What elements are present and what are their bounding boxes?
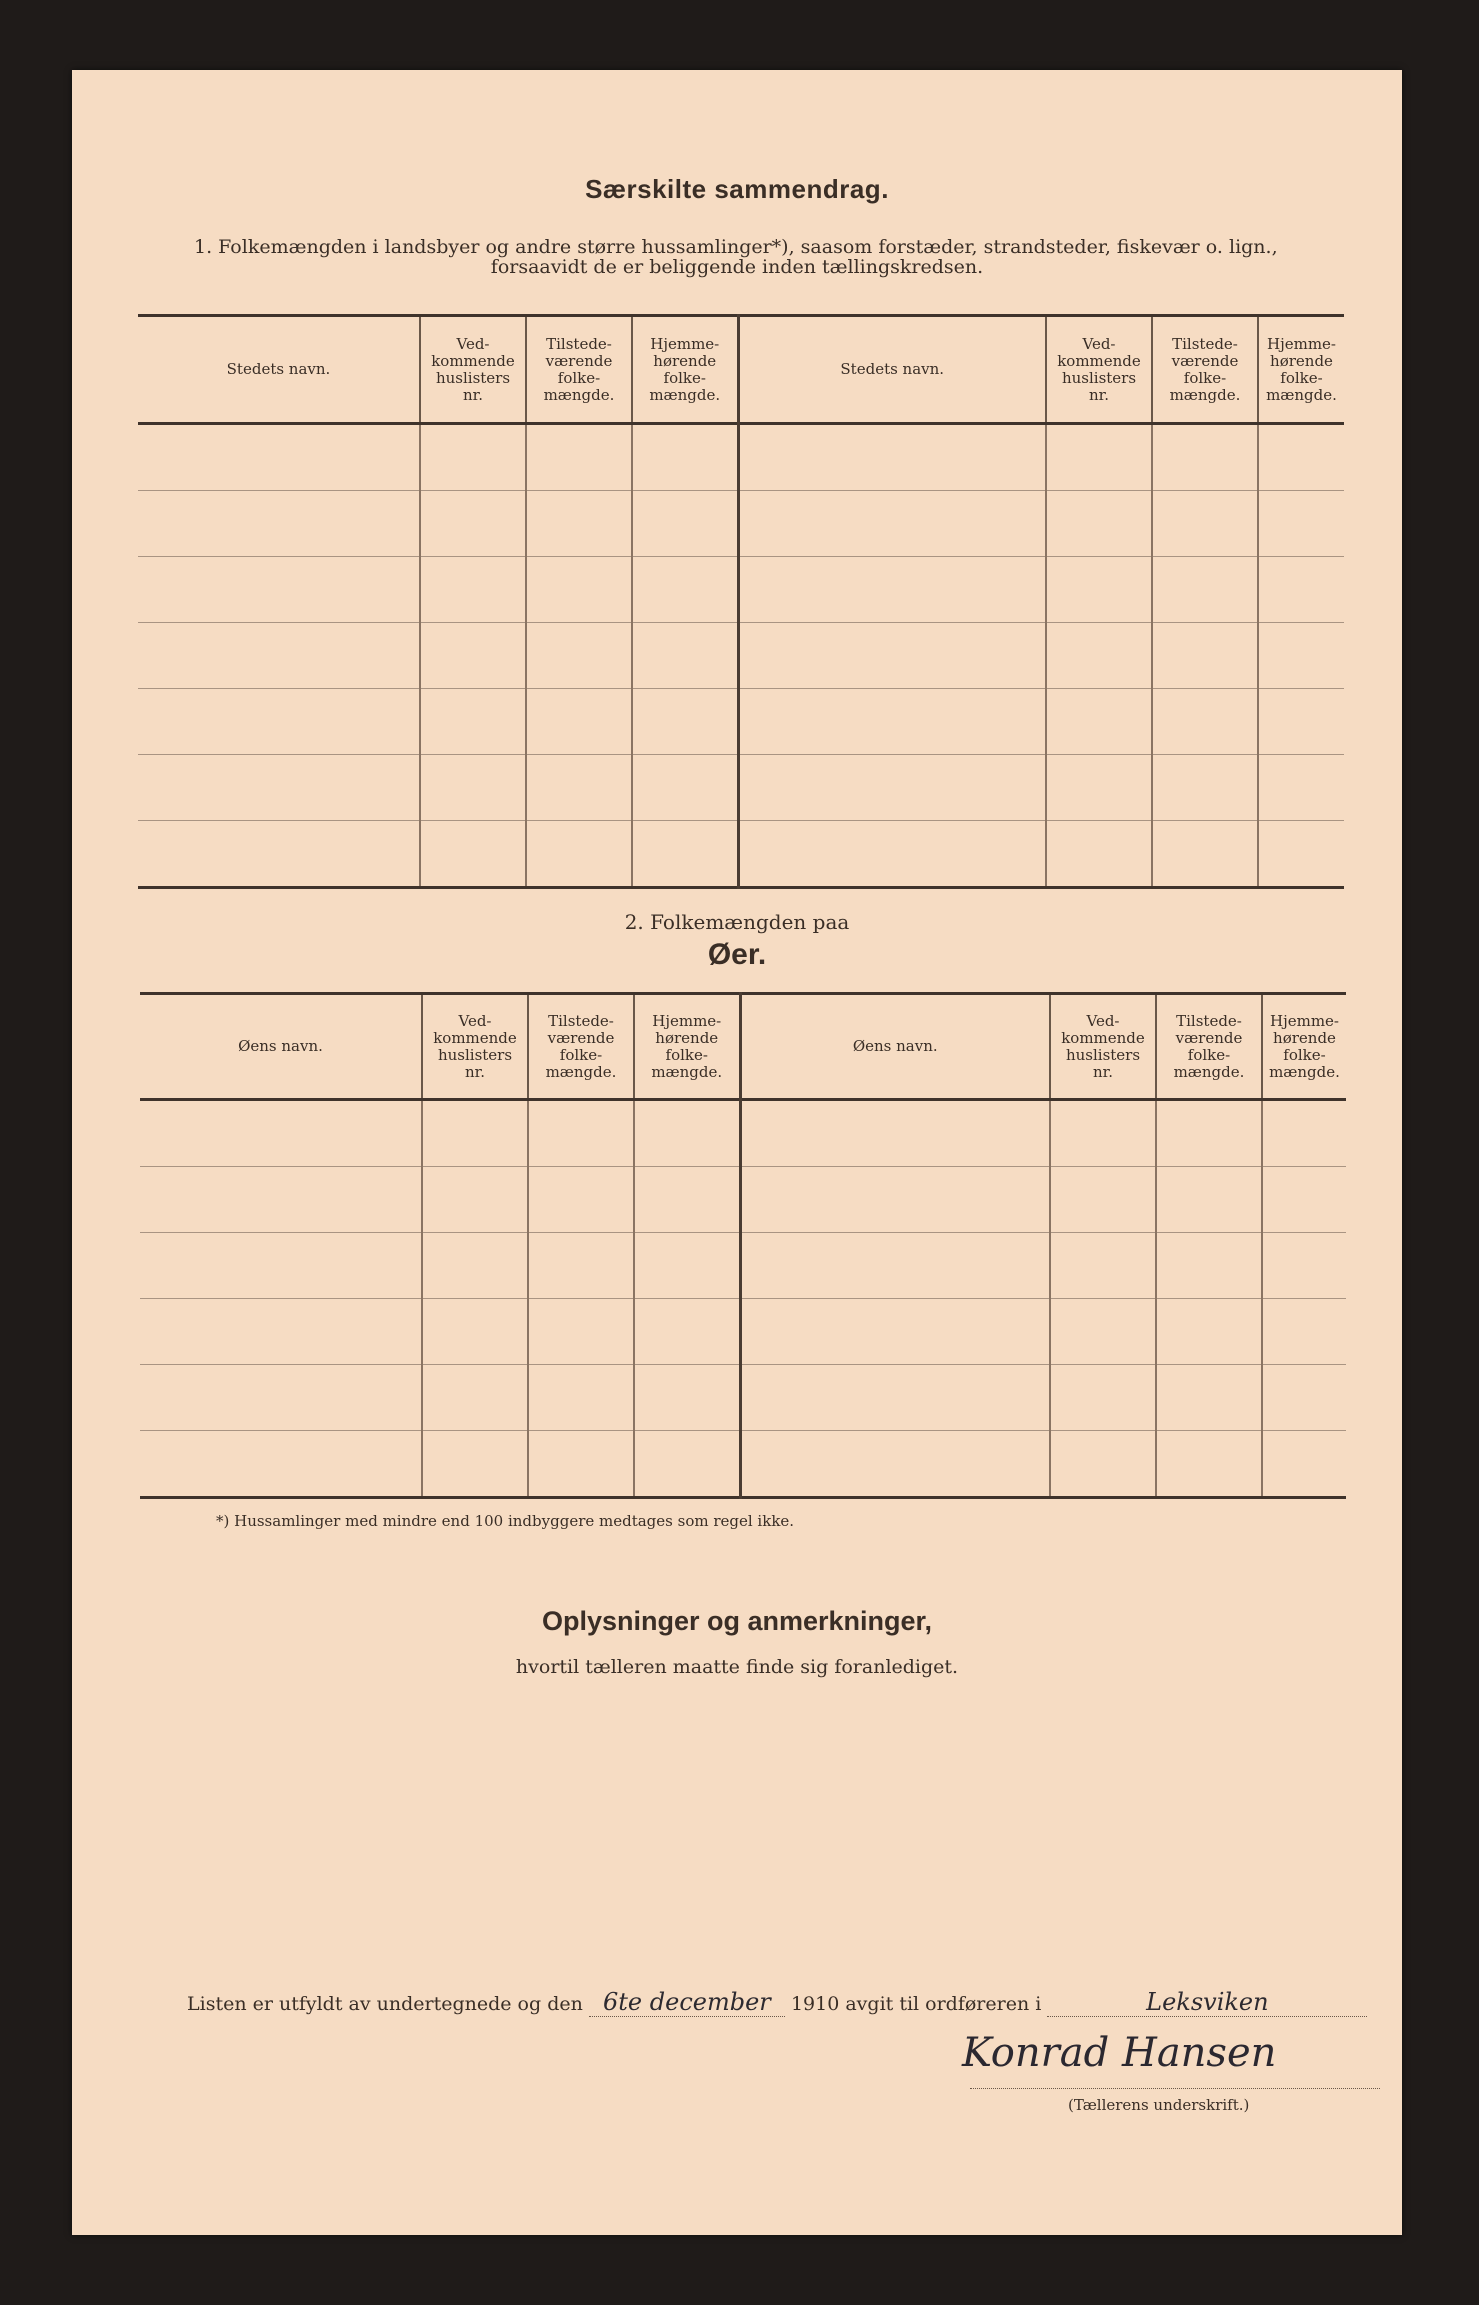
signoff-middle: avgit til ordføreren i [845, 1993, 1042, 2015]
section2-heading: 2. Folkemængden paa [624, 910, 850, 934]
signoff-year: 1910 [790, 1993, 840, 2015]
notes-subtitle: hvortil tælleren maatte finde sig foranlediget. [515, 1656, 959, 1678]
signoff-prefix: Listen er utfyldt av undertegnede og den [187, 1993, 583, 2015]
col-place-name: Stedets navn. [226, 360, 331, 378]
handwritten-date: 6te december [589, 1988, 785, 2017]
col-resident-population: Hjemme-hørende folke-mængde. [634, 994, 740, 1100]
table-row [140, 1167, 1346, 1233]
col-present-population-2: Tilstede-værende folke-mængde. [1156, 994, 1262, 1100]
table-row [138, 557, 1344, 623]
table-row [140, 1100, 1346, 1167]
enumerator-signature: Konrad Hansen [962, 2030, 1277, 2076]
col-present-population: Tilstede-værende folke-mængde. [528, 994, 634, 1100]
page-title: Særskilte sammendrag. [585, 174, 889, 204]
table-row [140, 1431, 1346, 1498]
col-resident-population: Hjemme-hørende folke-mængde. [632, 316, 738, 424]
col-resident-population-2: Hjemme-hørende folke-mængde. [1258, 316, 1344, 424]
census-form-page [72, 70, 1402, 2235]
table-row [138, 755, 1344, 821]
table-row [138, 821, 1344, 888]
col-present-population: Tilstede-værende folke-mængde. [526, 316, 632, 424]
table-row [138, 424, 1344, 491]
table-row [140, 1233, 1346, 1299]
notes-title: Oplysninger og anmerkninger, [541, 1606, 933, 1636]
islands-table [140, 992, 1346, 1499]
table-row [138, 623, 1344, 689]
section1-heading: 1. Folkemængden i landsbyer og andre større hussamlinger*), saasom forstæder, strandsteder, fiskevær o. lign., [194, 236, 1278, 258]
table-row [138, 491, 1344, 557]
signature-line [970, 2088, 1380, 2089]
signature-label: (Tællerens underskrift.) [1068, 2096, 1250, 2114]
col-household-list-no: Ved-kommende huslisters nr. [422, 994, 528, 1100]
handwritten-place: Leksviken [1047, 1988, 1367, 2017]
table-row [140, 1299, 1346, 1365]
signoff-line [187, 1988, 1367, 2017]
section1-subheading: forsaavidt de er beliggende inden tællingskredsen. [490, 256, 984, 278]
footnote: *) Hussamlinger med mindre end 100 indbyggere medtages som regel ikke. [216, 1512, 795, 1530]
col-place-name-2: Stedets navn. [738, 316, 1046, 424]
col-island-name: Øens navn. [238, 1037, 323, 1055]
table-row [138, 689, 1344, 755]
table-row [140, 1365, 1346, 1431]
col-resident-population-2: Hjemme-hørende folke-mængde. [1262, 994, 1346, 1100]
col-present-population-2: Tilstede-værende folke-mængde. [1152, 316, 1258, 424]
section2-title: Øer. [707, 938, 767, 971]
col-household-list-no: Ved-kommende huslisters nr. [420, 316, 526, 424]
col-household-list-no-2: Ved-kommende huslisters nr. [1050, 994, 1156, 1100]
col-household-list-no-2: Ved-kommende huslisters nr. [1046, 316, 1152, 424]
col-island-name-2: Øens navn. [740, 994, 1050, 1100]
settlements-table [138, 314, 1344, 889]
